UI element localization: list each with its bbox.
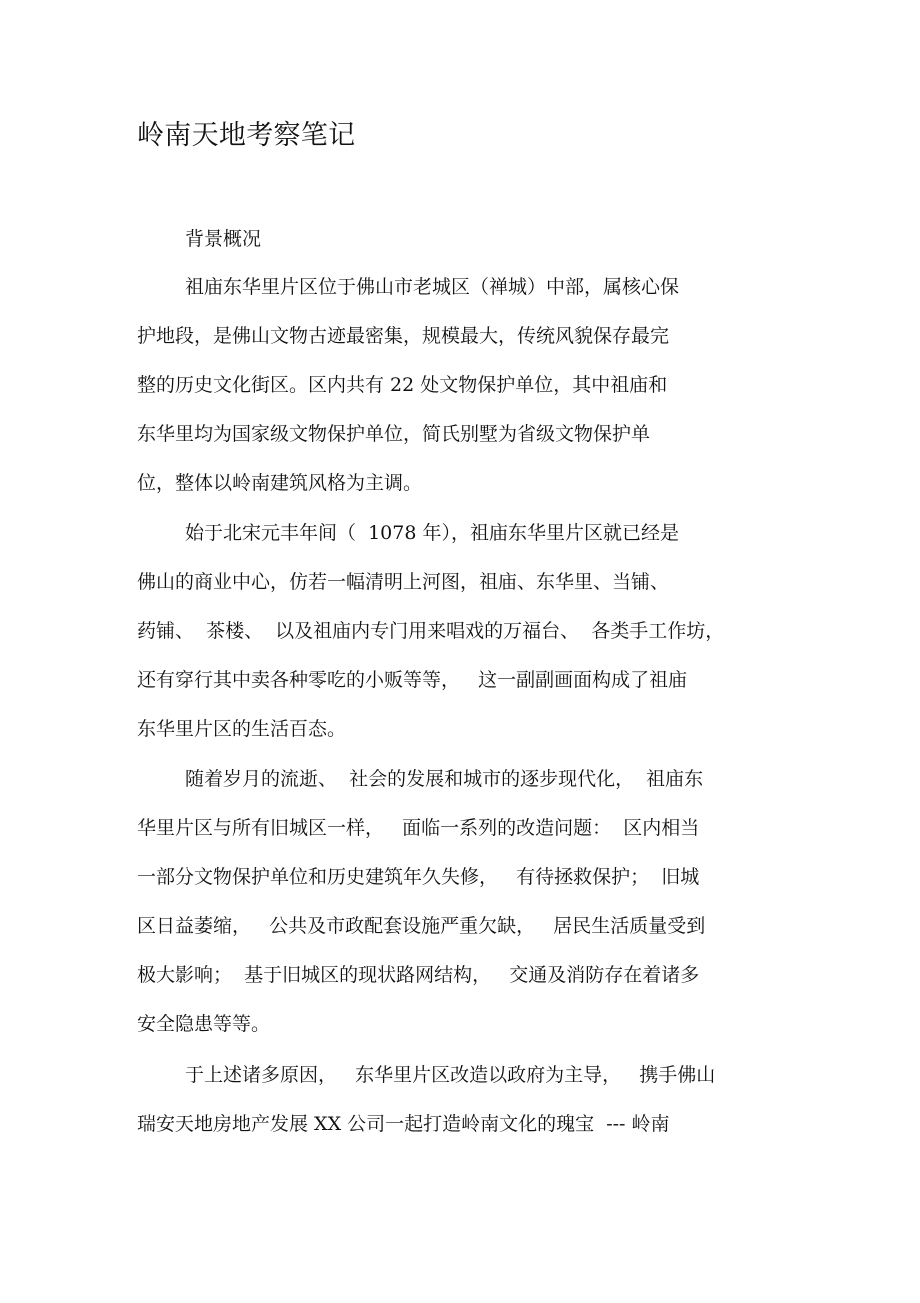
paragraph-2-line-4: 还有穿行其中卖各种零吃的小贩等等， 这一副副画面构成了祖庙 — [137, 669, 688, 691]
paragraph-3-line-4: 区日益萎缩， 公共及市政配套设施严重欠缺， 居民生活质量受到 — [137, 915, 706, 937]
paragraph-2-line-1: 始于北宋元丰年间（ 1078 年），祖庙东华里片区就已经是 — [185, 522, 679, 544]
paragraph-3-line-5: 极大影响； 基于旧城区的现状路网结构， 交通及消防存在着诸多 — [137, 964, 700, 986]
section-heading: 背景概况 — [185, 228, 262, 250]
paragraph-1-line-1: 祖庙东华里片区位于佛山市老城区（禅城）中部，属核心保 — [185, 276, 680, 298]
paragraph-1-line-2: 护地段，是佛山文物古迹最密集，规模最大，传统风貌保存最完 — [137, 325, 670, 347]
paragraph-4-line-1: 于上述诸多原因， 东华里片区改造以政府为主导， 携手佛山 — [185, 1064, 716, 1086]
paragraph-3-line-6: 安全隐患等等。 — [137, 1013, 271, 1035]
paragraph-1-line-3: 整的历史文化街区。区内共有 22 处文物保护单位，其中祖庙和 — [137, 374, 668, 396]
paragraph-3-line-1: 随着岁月的流逝、 社会的发展和城市的逐步现代化， 祖庙东 — [185, 768, 704, 790]
paragraph-2-line-3: 药铺、 茶楼、 以及祖庙内专门用来唱戏的万福台、 各类手工作坊， — [137, 620, 725, 642]
paragraph-1-line-4: 东华里均为国家级文物保护单位，简氏别墅为省级文物保护单 — [137, 423, 651, 445]
paragraph-4-line-2: 瑞安天地房地产发展 XX 公司一起打造岭南文化的瑰宝 --- 岭南 — [137, 1113, 670, 1135]
paragraph-3-line-2: 华里片区与所有旧城区一样， 面临一系列的改造问题： 区内相当 — [137, 817, 700, 839]
paragraph-3-line-3: 一部分文物保护单位和历史建筑年久失修， 有待拯救保护； 旧城 — [137, 866, 700, 888]
paragraph-1-line-5: 位，整体以岭南建筑风格为主调。 — [137, 472, 423, 494]
paragraph-2-line-2: 佛山的商业中心，仿若一幅清明上河图，祖庙、东华里、当铺、 — [137, 571, 670, 593]
paragraph-2-line-5: 东华里片区的生活百态。 — [137, 718, 347, 740]
document-title: 岭南天地考察笔记 — [137, 120, 356, 151]
